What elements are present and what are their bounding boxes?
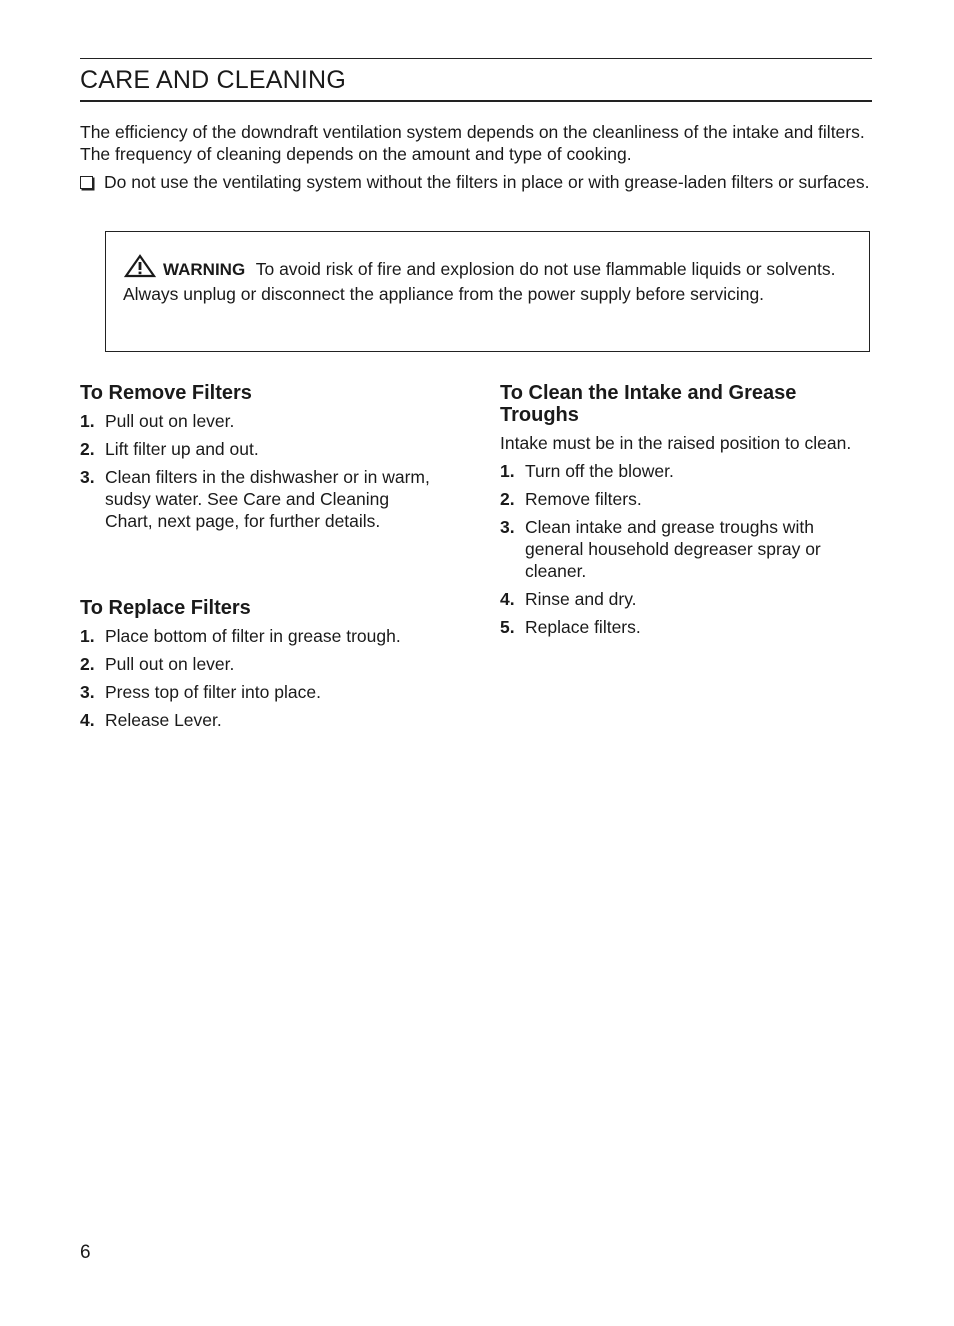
step-number: 3. bbox=[500, 517, 515, 537]
remove-filters-heading: To Remove Filters bbox=[80, 382, 252, 404]
list-item bbox=[500, 488, 872, 510]
clean-intake-steps bbox=[500, 460, 872, 638]
step-text: Clean intake and grease troughs with general household degreaser spray or cleaner. bbox=[525, 517, 821, 581]
list-item bbox=[80, 709, 440, 731]
step-number: 5. bbox=[500, 617, 515, 637]
step-text: Release Lever. bbox=[105, 710, 222, 730]
remove-filters-steps bbox=[80, 410, 440, 532]
warning-triangle-icon bbox=[123, 254, 157, 283]
step-number: 2. bbox=[500, 489, 515, 509]
warning-text-1: To avoid risk of fire and explosion do not use flammable liquids or solvents. bbox=[255, 259, 836, 279]
step-text: Replace filters. bbox=[525, 617, 641, 637]
clean-intake-section bbox=[500, 382, 872, 644]
warning-text-2: Always unplug or disconnect the appliance from the power supply before servicing. bbox=[123, 284, 765, 304]
step-text: Pull out on lever. bbox=[105, 411, 235, 431]
list-item bbox=[500, 588, 872, 610]
step-number: 1. bbox=[80, 626, 95, 646]
intro-paragraph: The efficiency of the downdraft ventilation system depends on the cleanliness of the intake and filters. The frequency of cleaning depends on the amount and type of cooking. bbox=[80, 122, 865, 164]
step-text: Rinse and dry. bbox=[525, 589, 637, 609]
list-item bbox=[500, 516, 872, 582]
list-item bbox=[80, 681, 440, 703]
step-text: Lift filter up and out. bbox=[105, 439, 259, 459]
step-text: Place bottom of filter in grease trough. bbox=[105, 626, 401, 646]
page-title: CARE AND CLEANING bbox=[80, 66, 346, 94]
clean-intake-subtitle: Intake must be in the raised position to clean. bbox=[500, 433, 852, 453]
step-number: 3. bbox=[80, 682, 95, 702]
warning-box bbox=[105, 231, 870, 352]
step-number: 2. bbox=[80, 439, 95, 459]
top-rule bbox=[80, 58, 872, 59]
step-number: 1. bbox=[500, 461, 515, 481]
replace-filters-heading: To Replace Filters bbox=[80, 597, 251, 619]
list-item bbox=[80, 466, 440, 532]
page-number: 6 bbox=[80, 1242, 91, 1263]
replace-filters-steps bbox=[80, 625, 440, 731]
step-number: 4. bbox=[500, 589, 515, 609]
bullet-item bbox=[80, 171, 872, 193]
title-underline bbox=[80, 100, 872, 102]
list-item bbox=[500, 460, 872, 482]
step-text: Pull out on lever. bbox=[105, 654, 235, 674]
checkbox-bullet-icon bbox=[80, 176, 93, 189]
step-number: 2. bbox=[80, 654, 95, 674]
replace-filters-section bbox=[80, 597, 440, 737]
step-text: Turn off the blower. bbox=[525, 461, 674, 481]
clean-intake-heading: To Clean the Intake and Grease Troughs bbox=[500, 382, 797, 426]
remove-filters-section bbox=[80, 382, 440, 538]
list-item bbox=[500, 616, 872, 638]
bullet-text: Do not use the ventilating system without the filters in place or with grease-laden filters or surfaces. bbox=[104, 172, 870, 192]
warning-content bbox=[123, 254, 863, 305]
list-item bbox=[80, 653, 440, 675]
warning-label: WARNING bbox=[163, 260, 246, 279]
step-number: 3. bbox=[80, 467, 95, 487]
list-item bbox=[80, 438, 440, 460]
step-text: Remove filters. bbox=[525, 489, 642, 509]
step-text: Press top of filter into place. bbox=[105, 682, 321, 702]
step-number: 1. bbox=[80, 411, 95, 431]
list-item bbox=[80, 625, 440, 647]
step-number: 4. bbox=[80, 710, 95, 730]
list-item bbox=[80, 410, 440, 432]
step-text: Clean filters in the dishwasher or in warm, sudsy water. See Care and Cleaning Chart, next page, for further details. bbox=[105, 467, 430, 531]
